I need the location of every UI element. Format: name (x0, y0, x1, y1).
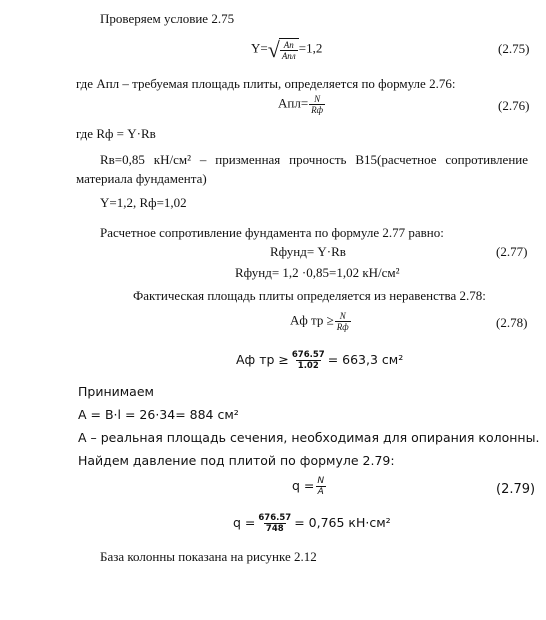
equation-2-75: Y= √ $\frac{Aп}{\text{Aпл}}$ =1,2 (251, 36, 323, 62)
area-calc-text: A = B·l = 26·34= 884 см² (78, 407, 239, 422)
equation-2-78-calc: Aф тр ≥ $\frac{676.57}{1.02}$ = 663,3 см² (236, 350, 404, 371)
sqrt-radical: √ $\frac{Aп}{\text{Aпл}}$ (268, 38, 299, 61)
equation-number-2-75: (2.75) (498, 41, 530, 56)
area-description-text: A – реальная площадь сечения, необходимая для опирания колонны. (78, 430, 540, 445)
pressure-text: Найдем давление под плитой по формуле 2.79: (78, 453, 395, 468)
calc-resistance-text: Расчетное сопротивление фундамента по формуле 2.77 равно: (100, 225, 444, 240)
equation-2-77: Rфунд= Y·Rв (270, 244, 346, 259)
equation-2-77-calc: Rфунд= 1,2 ·0,85=1,02 кН/см² (235, 265, 400, 280)
where-area-text: где Aпл – требуемая площадь плиты, определяется по формуле 2.76: (76, 76, 456, 91)
equation-2-76: Aпл= $\frac{N}{Rф}$ (278, 94, 324, 115)
values-text: Y=1,2, Rф=1,02 (100, 195, 187, 210)
equation-2-79-calc: q = $\frac{676.57}{748}$ = 0,765 кН·см² (233, 513, 391, 534)
equation-2-79: q = $\frac{N}{A}$ (292, 476, 325, 497)
figure-reference-text: База колонны показана на рисунке 2.12 (100, 549, 317, 564)
rb-description-line1: Rв=0,85 кН/см² – призменная прочность В15(расчетное сопротивление (100, 152, 528, 167)
where-r-text: где Rф = Y·Rв (76, 126, 156, 141)
equation-number-2-78: (2.78) (496, 315, 528, 330)
equation-number-2-77: (2.77) (496, 244, 528, 259)
accept-text: Принимаем (78, 384, 154, 399)
rb-description-line2: материала фундамента) (76, 171, 207, 186)
equation-number-2-76: (2.76) (498, 98, 530, 113)
check-condition-text: Проверяем условие 2.75 (100, 11, 235, 26)
actual-area-text: Фактическая площадь плиты определяется из неравенства 2.78: (133, 288, 486, 303)
equation-number-2-79: (2.79) (496, 482, 536, 497)
equation-2-78: Aф тр ≥ $\frac{N}{Rф}$ (290, 311, 349, 332)
